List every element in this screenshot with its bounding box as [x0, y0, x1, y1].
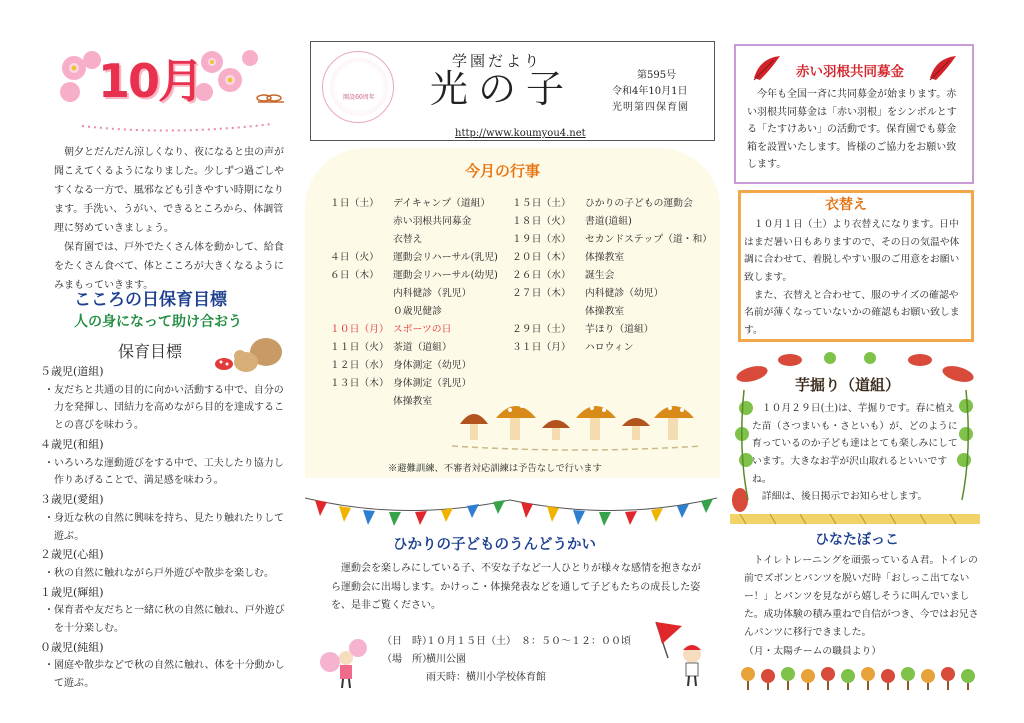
undokai-date-value: １０月１５日（土） ８：５０～１２：００頃: [426, 636, 631, 647]
event-item: 赤い羽根共同募金: [393, 216, 472, 227]
goal-age: ３歳児(愛組): [40, 493, 104, 507]
imohori-paragraph-1: １０月２９日(土)は、芋掘りです。春に植えた苗（さつまいも・さといも）が、どのように育っているのか子ども達はとても楽しみにしています。大きなお芋が沢山取れるといいですね。: [752, 403, 958, 485]
event-item: 身体測定（乳児）: [393, 378, 472, 389]
newsletter-title: 光の子: [430, 67, 575, 111]
akai-hane-text: 今年も全国一斉に共同募金が始まります。赤い羽根共同募金は「赤い羽根」をシンボルとする「たすけあい」の活動です。保育園でも募金箱を設置いたします。皆様のご協力をお願い致します。: [747, 89, 957, 170]
event-date: １９日（水）: [512, 234, 571, 245]
cheerleader-girl-illustration: [318, 622, 378, 692]
month-title: 10月: [98, 54, 203, 108]
school-name: 光明第四保育園: [612, 102, 689, 113]
goal-text: ・身近な秋の自然に興味を持ち、見たり触れたりして遊ぶ。: [44, 512, 284, 542]
event-date: ４日（火）: [330, 252, 379, 263]
newsletter-label: 学園だより: [452, 52, 543, 70]
goal-age: ０歳児(純組): [40, 640, 104, 654]
hoiku-goals-title: 保育目標: [118, 342, 183, 361]
event-item: 内科健診（乳児）: [393, 288, 472, 299]
koromogae-title: 衣替え: [825, 197, 867, 213]
event-item: 身体測定（幼児）: [393, 360, 472, 371]
event-item: ０歳児健診: [393, 306, 442, 317]
event-date: １５日（土）: [512, 198, 571, 209]
imohori-text: [752, 400, 960, 506]
event-item: セカンドステップ（道・和）: [585, 234, 713, 245]
undokai-title: ひかりの子どものうんどうかい: [393, 537, 596, 553]
goal-text: ・園庭や散歩などで秋の自然に触れ、体を十分動かして遊ぶ。: [44, 660, 285, 690]
intro-paragraph-2: 保育園では、戸外でたくさん体を動かして、給食をたくさん食べて、体とこころが大きくなるようにみまもっていきます。: [54, 242, 284, 291]
event-item: 運動会リハーサル(幼児): [393, 270, 498, 281]
goal-text: ・保育者や友だちと一緒に秋の自然に触れ、戸外遊びを十分楽しむ。: [44, 605, 285, 635]
undokai-text: 運動会を楽しみにしている子、不安な子など一人ひとりが様々な感情を抱きながら運動会に出場します。かけっこ・体操発表などを通して子どもたちの成長した姿を、是非ご覧ください。: [331, 563, 701, 611]
goal-age: １歳児(輝組): [40, 585, 104, 599]
koromogae-paragraph-1: １０月１日（土）より衣替えになります。日中はまだ暑い日もありますので、その日の気温や体調に合わせて、着脱しやすい服のご用意をお願い致します。: [744, 219, 960, 283]
website-link[interactable]: http://www.koumyou4.net: [455, 128, 586, 139]
kokoro-goal-subtitle: 人の身になって助け合おう: [74, 314, 242, 330]
goal-text: ・秋の自然に触れながら戸外遊びや散歩を楽しむ。: [44, 567, 274, 579]
hinatabokko-text: [744, 552, 980, 661]
imohori-paragraph-2: 詳細は、後日掲示でお知らせします。: [761, 491, 928, 503]
event-item: 誕生会: [585, 270, 615, 281]
anniversary-logo-inner: [330, 58, 388, 116]
event-date: １３日（木）: [330, 378, 389, 389]
koromogae-paragraph-2: また、衣替えと合わせて、服のサイズの確認や名前が薄くなっていないかの確認もお願い致します。: [744, 289, 960, 336]
intro-text: [54, 143, 290, 295]
event-item: ハロウィン: [585, 342, 634, 353]
undokai-rain-value: 雨天時：横川小学校体育館: [426, 672, 546, 683]
event-date: １２日（水）: [330, 360, 389, 371]
koromogae-text: [744, 216, 968, 339]
issue-number: 第595号: [637, 70, 677, 81]
hinatabokko-title: ひなたぼっこ: [815, 532, 899, 548]
flag-boy-illustration: [648, 618, 718, 690]
event-item: 運動会リハーサル(乳児): [393, 252, 498, 263]
event-item: 体操教室: [585, 306, 625, 317]
event-item: 書道(道組): [585, 216, 632, 227]
undokai-place-value: 横川公園: [426, 654, 466, 665]
event-item: 衣替え: [393, 234, 423, 245]
goal-age: ４歳児(和組): [40, 437, 104, 451]
event-date: １０日（月）: [330, 324, 389, 335]
events-note: ※避難訓練、不審者対応訓練は予告なしで行います: [388, 463, 602, 474]
undokai-date-label: （日 時）: [382, 636, 432, 647]
bunting-flags-illustration: [305, 492, 717, 532]
event-date: ６日（木）: [330, 270, 379, 281]
event-date: １１日（火）: [330, 342, 389, 353]
undokai-place-label: （場 所）: [382, 654, 432, 665]
event-item: 体操教室: [393, 396, 433, 407]
akai-hane-title: 赤い羽根共同募金: [796, 64, 904, 80]
event-date: １日（土）: [330, 198, 379, 209]
event-date: １８日（火）: [512, 216, 571, 227]
event-item: 芋ほり（道組）: [585, 324, 654, 335]
event-item: 体操教室: [585, 252, 625, 263]
kokoro-goal-title: こころの日保育目標: [74, 290, 227, 310]
event-item: ひかりの子どもの運動会: [585, 198, 693, 209]
hinatabokko-paragraph: トイレトレーニングを頑張っているＡ君。トイレの前でズボンとパンツを脱いだ時「おしっこ出てないー！」とパンツを見ながら嬉しそうに叫んでいました。成功体験の積み重ねで自信がつき、今ではお兄さんパンツに移行できました。: [744, 555, 979, 639]
event-date: ３１日（月）: [512, 342, 571, 353]
goal-text: ・友だちと共通の目的に向かい活動する中で、自分の力を発揮し、団結力を高めながら目的を達成することの喜びを味わう。: [44, 384, 284, 432]
event-item: デイキャンプ（道組）: [393, 198, 491, 209]
event-date: ２０日（木）: [512, 252, 571, 263]
event-date: ２７日（木）: [512, 288, 571, 299]
event-item: スポーツの日: [393, 324, 452, 335]
issue-date: 令和4年10月1日: [612, 86, 688, 97]
event-date: ２９日（土）: [512, 324, 571, 335]
autumn-trees-illustration: [738, 664, 978, 692]
hoiku-goals-list: [40, 362, 292, 693]
goal-age: ５歳児(道組): [40, 365, 104, 378]
hinatabokko-signature: （月・太陽チームの職員より）: [744, 645, 882, 657]
goal-text: ・いろいろな運動遊びをする中で、工夫したり協力し作りあげることで、満足感を味わう。: [44, 457, 284, 487]
imohori-title: 芋掘り（道組）: [795, 376, 901, 394]
anniversary-logo-text: 開設60周年: [343, 94, 375, 101]
goal-age: ２歳児(心組): [40, 548, 104, 562]
event-date: ２６日（水）: [512, 270, 571, 281]
event-item: 内科健診（幼児）: [585, 288, 664, 299]
event-item: 茶道（道組）: [393, 342, 452, 353]
mushroom-illustration: [452, 396, 702, 454]
intro-paragraph-1: 朝夕とだんだん涼しくなり、夜になると虫の声が聞こえてくるようになりました。少しずつ過ごしやすくなる一方で、風邪なども引きやすい時期になります。手洗い、うがい、できるところから、体調管理に努めていきましょう。: [54, 147, 284, 234]
events-title: 今月の行事: [465, 162, 541, 180]
